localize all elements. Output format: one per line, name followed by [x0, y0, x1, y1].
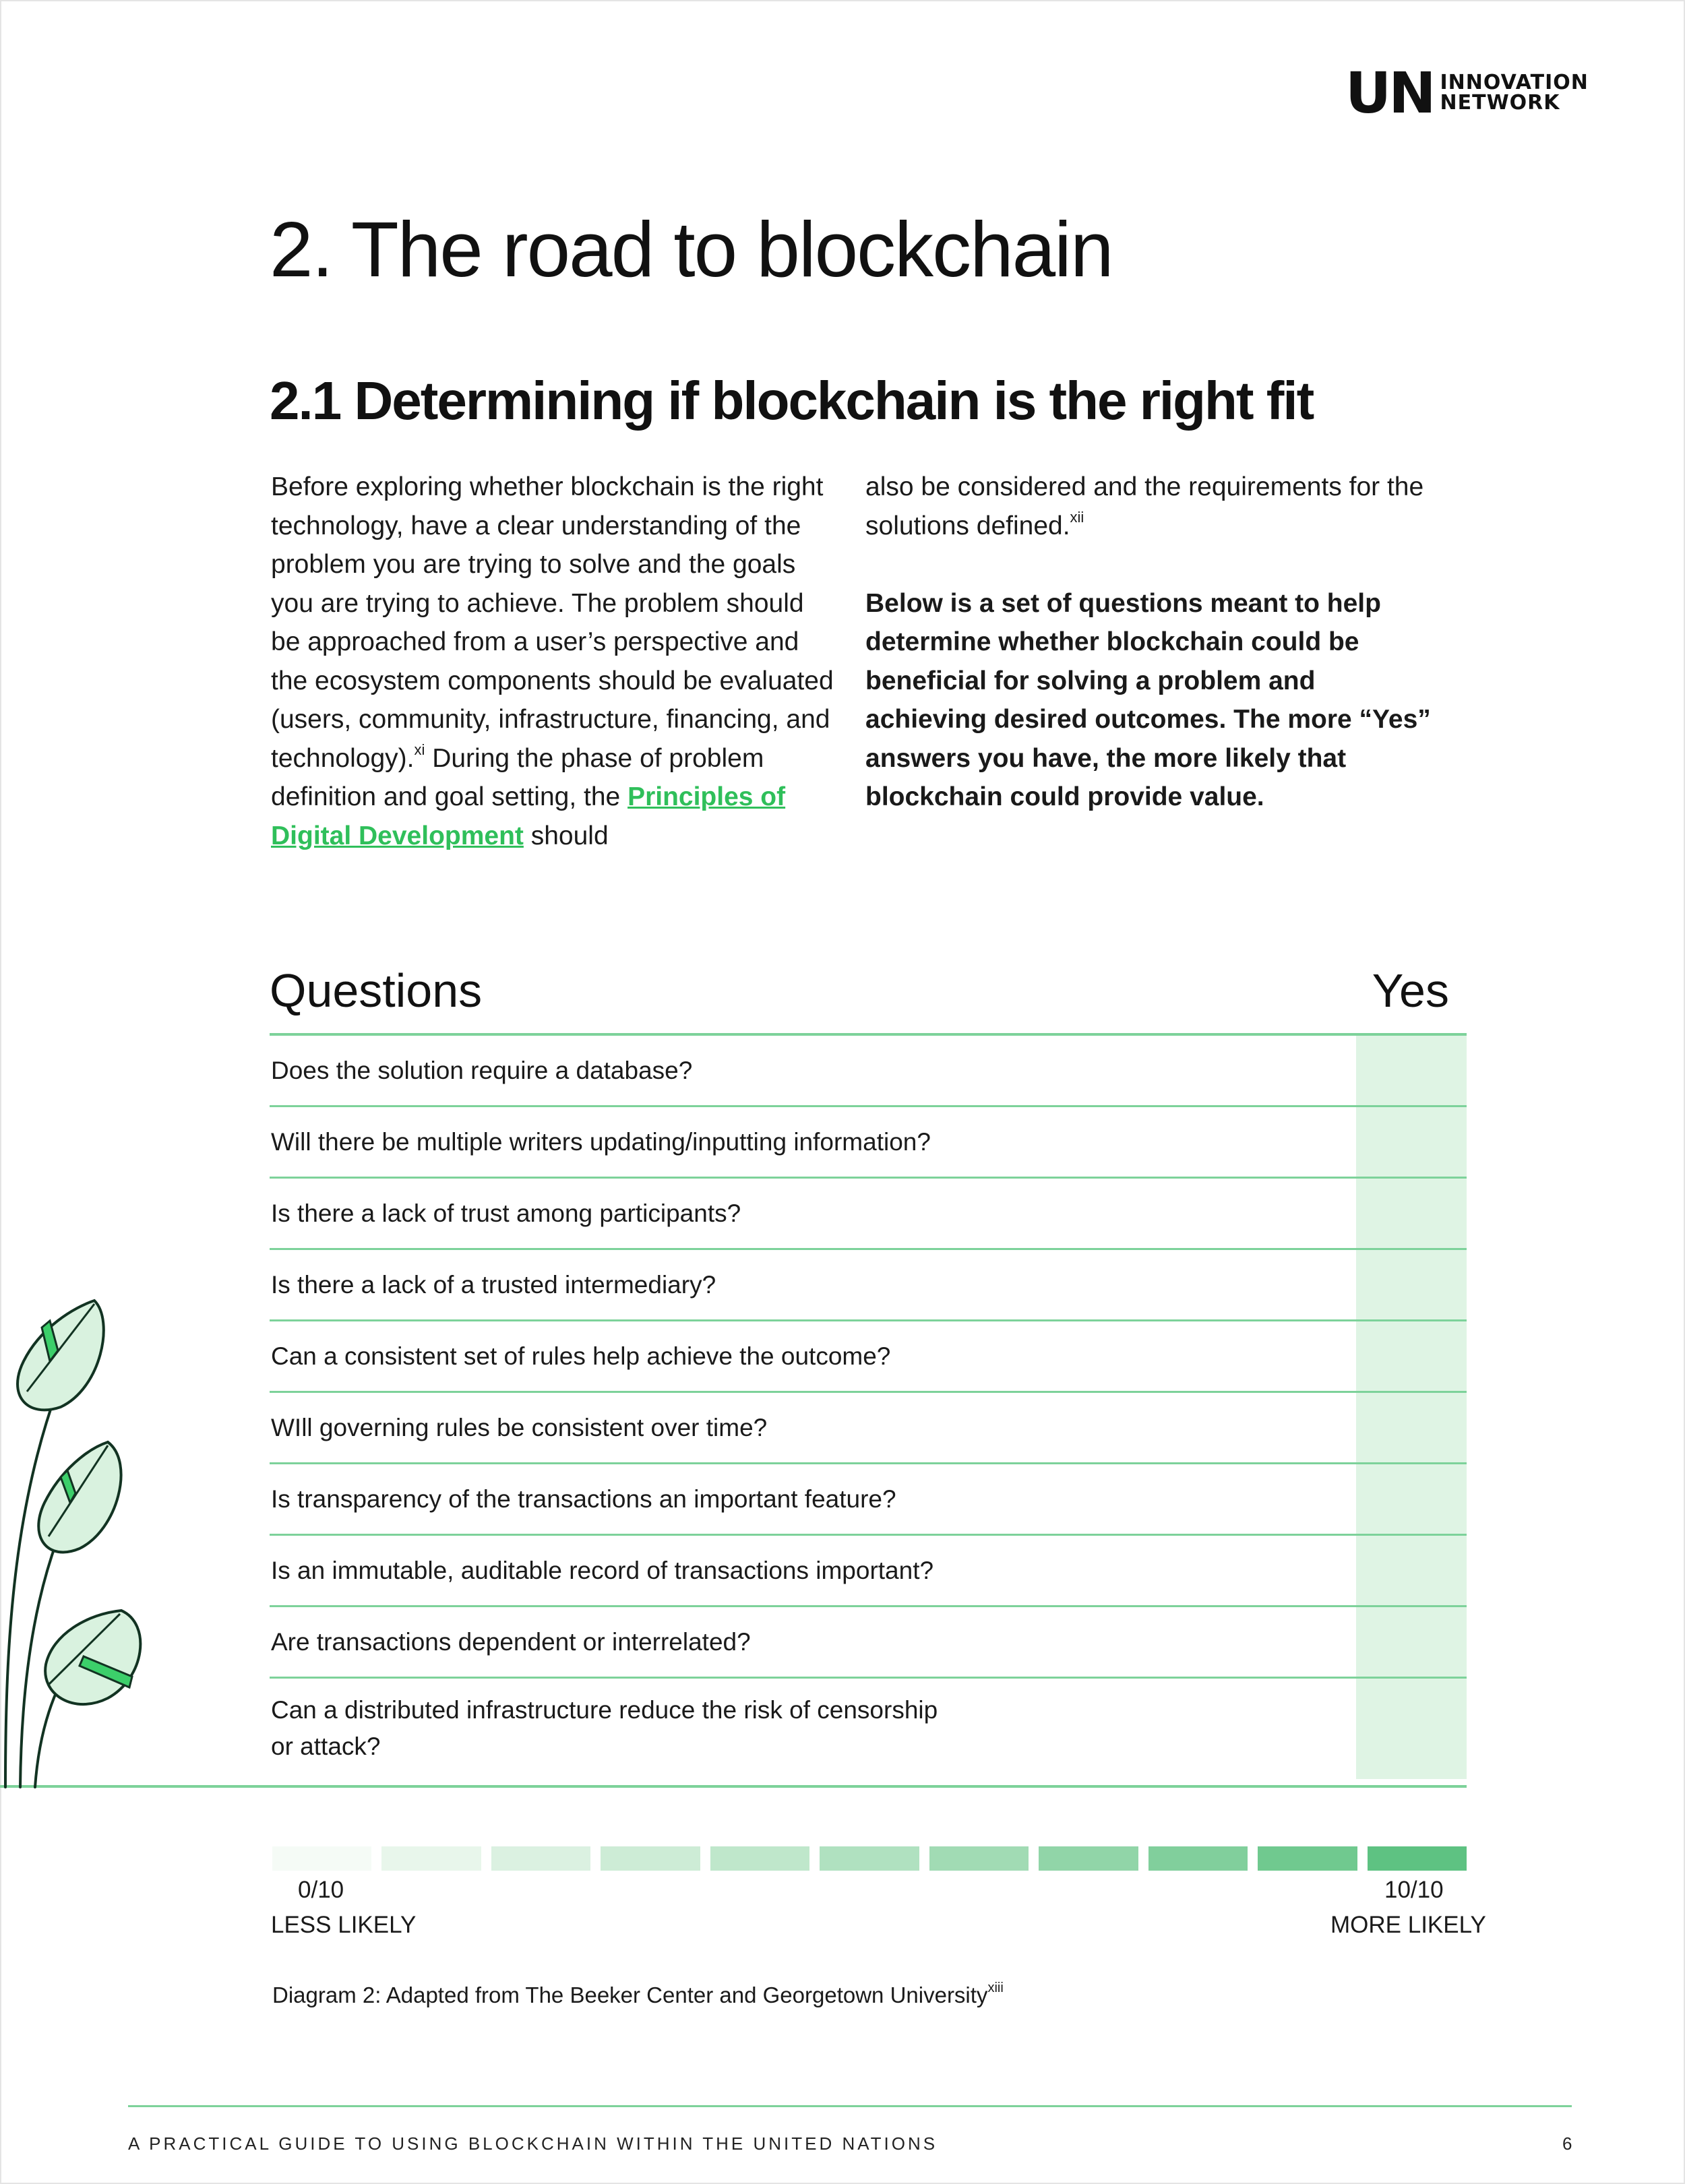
- scale-segment-7: [1039, 1846, 1138, 1871]
- scale-segment-0: [272, 1846, 371, 1871]
- header-yes: Yes: [1372, 964, 1449, 1017]
- table-row: [270, 1250, 1467, 1321]
- un-innovation-network-logo: [1345, 60, 1589, 126]
- intro-bold-paragraph: Below is a set of questions meant to help determine whether blockchain could be beneficial for solving a problem and achieving desired outcomes. The more “Yes” answers you have, the more likely that blockchain could provide value.: [865, 588, 1431, 811]
- table-row: [270, 1107, 1467, 1179]
- section-subtitle: 2.1 Determining if blockchain is the right fit: [270, 371, 1314, 431]
- intro-text-4: also be considered and the requirements for the solutions defined.: [865, 472, 1424, 540]
- logo-text: [1440, 73, 1589, 113]
- question-text: Is there a lack of a trusted intermediary?: [271, 1271, 716, 1299]
- question-text: Can a distributed infrastructure reduce the risk of censorship or attack?: [271, 1696, 938, 1760]
- question-text: Is there a lack of trust among participants?: [271, 1199, 741, 1227]
- caption-text: Diagram 2: Adapted from The Beeker Center and Georgetown University: [272, 1983, 988, 2007]
- logo-line2: NETWORK: [1440, 91, 1560, 115]
- scale-left-caption: LESS LIKELY: [271, 1912, 417, 1938]
- table-row: [270, 1607, 1467, 1679]
- scale-segment-2: [491, 1846, 590, 1871]
- scale-segment-10: [1368, 1846, 1467, 1871]
- principles-link[interactable]: Principles of Digital Development: [271, 782, 786, 850]
- question-text: Does the solution require a database?: [271, 1057, 693, 1084]
- likelihood-scale: [272, 1846, 1467, 1871]
- intro-text-1: Before exploring whether blockchain is the right technology, have a clear understanding of the problem you are trying to solve and the goals you are trying to achieve. The problem should be approached from a user’s perspective and the ecosystem components should be evaluated (users, community, infrastructure, financing, and technology).: [271, 472, 834, 773]
- question-text: WIll governing rules be consistent over time?: [271, 1414, 768, 1441]
- footnote-ref-xii[interactable]: xii: [1070, 508, 1084, 526]
- table-row: [270, 1393, 1467, 1464]
- footnote-ref-xiii[interactable]: xiii: [987, 1980, 1004, 1995]
- table-row: [270, 1464, 1467, 1536]
- footnote-ref-xi[interactable]: xi: [414, 741, 425, 758]
- plant-leaves-icon: [0, 1280, 155, 1792]
- question-text: Can a consistent set of rules help achieve the outcome?: [271, 1342, 891, 1370]
- footer-title: A PRACTICAL GUIDE TO USING BLOCKCHAIN WITHIN THE UNITED NATIONS: [128, 2133, 938, 2154]
- scale-segment-4: [710, 1846, 809, 1871]
- question-text: Are transactions dependent or interrelated?: [271, 1628, 751, 1656]
- scale-max-label: 10/10: [1384, 1877, 1444, 1903]
- question-text: Will there be multiple writers updating/inputting information?: [271, 1128, 931, 1156]
- table-bottom-rule: [0, 1785, 1467, 1788]
- questions-table: [270, 1033, 1467, 1779]
- table-row: [270, 1036, 1467, 1107]
- scale-segment-8: [1148, 1846, 1248, 1871]
- scale-segment-3: [601, 1846, 700, 1871]
- header-questions: Questions: [270, 964, 483, 1017]
- scale-segment-6: [929, 1846, 1029, 1871]
- intro-right-column: [865, 468, 1432, 817]
- scale-right-caption: MORE LIKELY: [1330, 1912, 1486, 1938]
- intro-text-2: During the phase of problem definition and goal setting, the: [271, 743, 764, 811]
- logo-mark: UN: [1345, 60, 1434, 126]
- intro-paragraph-right: [865, 468, 1432, 545]
- page-title: 2. The road to blockchain: [270, 206, 1113, 293]
- table-row: [270, 1321, 1467, 1393]
- footer-rule: [128, 2105, 1572, 2107]
- scale-segment-5: [820, 1846, 919, 1871]
- intro-text-3: should: [523, 821, 609, 850]
- scale-segment-9: [1258, 1846, 1357, 1871]
- diagram-caption: [272, 1978, 1004, 2012]
- question-text: Is transparency of the transactions an important feature?: [271, 1485, 896, 1513]
- scale-segment-1: [381, 1846, 481, 1871]
- questions-table-header: [270, 957, 1467, 1031]
- intro-paragraph-left: [271, 468, 837, 855]
- table-row: [270, 1536, 1467, 1607]
- logo-line1: INNOVATION: [1440, 71, 1589, 94]
- page-number: 6: [1562, 2133, 1572, 2154]
- question-text: Is an immutable, auditable record of transactions important?: [271, 1557, 934, 1584]
- table-row: [270, 1679, 1467, 1779]
- table-row: [270, 1179, 1467, 1250]
- scale-min-label: 0/10: [298, 1877, 344, 1903]
- intro-left-column: [271, 468, 837, 855]
